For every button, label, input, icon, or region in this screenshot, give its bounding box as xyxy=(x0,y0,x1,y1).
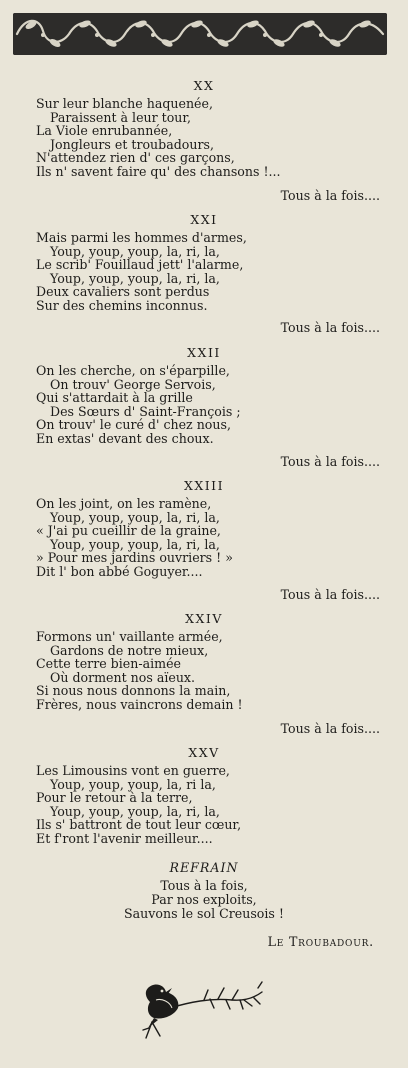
stanza-xx xyxy=(0,78,408,179)
verse-line: Ils s' battront de tout leur cœur, xyxy=(36,817,242,833)
verse-line: N'attendez rien d' ces garçons, xyxy=(36,150,235,166)
verse-line: Les Limousins vont en guerre, xyxy=(36,763,230,778)
verse-line: Gardons de notre mieux, xyxy=(50,642,209,658)
stanza-number: XXIII xyxy=(183,478,225,493)
verse-line: En extas' devant des choux. xyxy=(36,430,214,446)
stanza-xxiv xyxy=(0,611,408,712)
verse-line: « J'ai pu cueillir de la graine, xyxy=(36,523,221,539)
verse-line: Mais parmi les hommes d'armes, xyxy=(36,230,247,245)
verse-line: Cette terre bien-aimée xyxy=(36,656,181,672)
chorus-cue: Tous à la fois.... xyxy=(280,454,380,469)
verse-line: On trouv' le curé d' chez nous, xyxy=(36,417,231,433)
verse-line: Pour le retour à la terre, xyxy=(36,790,193,806)
verse-line: Si nous nous donnons la main, xyxy=(36,683,231,699)
verse-line: Des Sœurs d' Saint-François ; xyxy=(50,403,241,419)
refrain-line: Tous à la fois, xyxy=(160,878,248,893)
verse-line: Frères, nous vaincrons demain ! xyxy=(36,696,243,712)
chorus-cue: Tous à la fois.... xyxy=(280,587,380,602)
author-signature: Le Troubadour. xyxy=(267,934,374,949)
stanza-xxv xyxy=(0,745,408,846)
chorus-cue: Tous à la fois.... xyxy=(280,721,380,736)
verse-line: Paraissent à leur tour, xyxy=(50,109,192,125)
verse-line: Où dorment nos aïeux. xyxy=(50,669,196,685)
refrain-line: Par nos exploits, xyxy=(151,891,257,907)
verse-line: Et f'ront l'avenir meilleur.... xyxy=(36,830,213,846)
stanza-xxiii xyxy=(0,478,408,579)
verse-line: Qui s'attardait à la grille xyxy=(36,390,193,406)
verse-line: Dit l' bon abbé Goguyer.... xyxy=(36,563,203,579)
verse-line: On trouv' George Servois, xyxy=(50,376,216,392)
verse-line: Youp, youp, youp, la, ri la, xyxy=(50,776,216,792)
verse-line: » Pour mes jardins ouvriers ! » xyxy=(36,550,233,566)
refrain-block xyxy=(0,879,408,920)
bird-on-branch-icon xyxy=(140,978,266,1042)
stanza-xxii xyxy=(0,345,408,446)
verse-line: Youp, youp, youp, la, ri, la, xyxy=(50,803,220,819)
stanza-number: XXII xyxy=(187,345,221,360)
verse-line: La Viole enrubannée, xyxy=(36,123,173,139)
verse-line: Youp, youp, youp, la, ri, la, xyxy=(50,536,220,552)
stanza-number: XXIV xyxy=(185,611,223,626)
foliage-border-ornament-icon xyxy=(13,13,387,55)
refrain-heading: REFRAIN xyxy=(169,860,239,875)
verse-line: Sur leur blanche haquenée, xyxy=(36,96,213,111)
stanza-number: XX xyxy=(193,78,215,93)
verse-line: Le scrib' Fouillaud jett' l'alarme, xyxy=(36,257,244,273)
verse-line: On les cherche, on s'éparpille, xyxy=(36,363,230,378)
verse-line: Formons un' vaillante armée, xyxy=(36,629,223,644)
decorative-header-banner xyxy=(13,13,387,55)
stanza-number: XXV xyxy=(188,745,220,760)
verse-line: Deux cavaliers sont perdus xyxy=(36,284,210,300)
verse-line: Youp, youp, youp, la, ri, la, xyxy=(50,243,220,259)
refrain-line: Sauvons le sol Creusois ! xyxy=(124,905,284,921)
chorus-cue: Tous à la fois.... xyxy=(280,188,380,203)
verse-line: Youp, youp, youp, la, ri, la, xyxy=(50,270,220,286)
verse-line: Ils n' savent faire qu' des chansons !... xyxy=(36,163,281,179)
verse-line: Youp, youp, youp, la, ri, la, xyxy=(50,509,220,525)
verse-line: Sur des chemins inconnus. xyxy=(36,297,208,313)
stanza-number: XXI xyxy=(190,212,218,227)
verse-line: Jongleurs et troubadours, xyxy=(50,136,214,152)
verse-line: On les joint, on les ramène, xyxy=(36,496,212,511)
chorus-cue: Tous à la fois.... xyxy=(280,320,380,335)
stanza-xxi xyxy=(0,212,408,313)
